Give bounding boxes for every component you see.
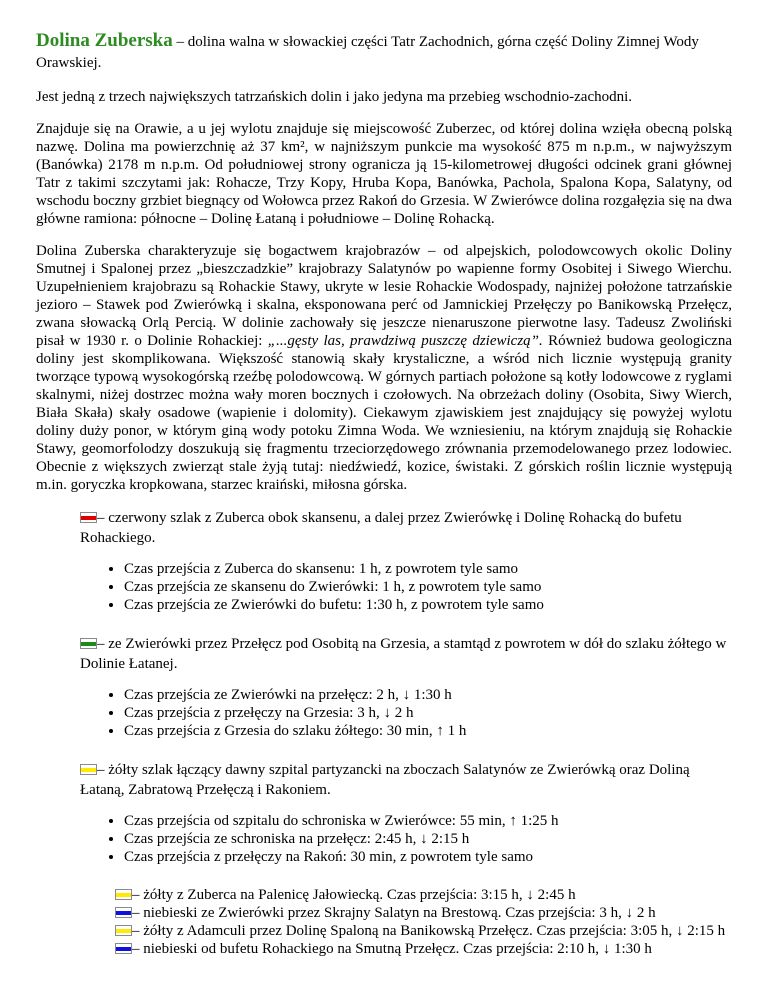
list-item: • Czas przejścia ze Zwierówki do bufetu: 1:30 h, z powrotem tyle samo xyxy=(124,596,732,614)
short-trail-text: – niebieski od bufetu Rohackiego na Smutną Przełęcz. Czas przejścia: 2:10 h, ↓ 1:30 h xyxy=(132,941,652,957)
yellow-trail-flag-icon xyxy=(115,925,132,936)
list-item: • Czas przejścia z przełęczy na Grzesia: 3 h, ↓ 2 h xyxy=(124,704,732,722)
intro-paragraph xyxy=(36,30,732,74)
yellow-trail-flag-icon xyxy=(80,764,97,775)
trail-times-list xyxy=(36,812,732,866)
trail-description: – ze Zwierówki przez Przełęcz pod Osobitą na Grzesia, a stamtąd z powrotem w dół do szlaku żółtego w Dolinie Łatanej. xyxy=(80,636,727,672)
paragraph-3: Znajduje się na Orawie, a u jej wylotu znajduje się miejscowość Zuberzec, od której dolina wzięła obecną polską nazwę. Dolina ma powierzchnię aż 37 km², w najniższym punkcie ma wysokość 875 m n.p.m., w najwyższym (Banówka) 2178 m n.p.m. Od południowej strony ogranicza ją 15-kilometrowej długości odcinek grani głównej Tatr z takimi szczytami jak: Rohacze, Trzy Kopy, Hruba Kopa, Banówka, Pachola, Spalona Kopa, Salatyny, od wschodu boczny grzbiet biegnący od Wołowca przez Rakoń do Grzesia. W Zwierówce dolina rozgałęzia się na dwa główne ramiona: północne – Dolinę Łataną i południowe – Dolinę Rohacką. xyxy=(36,121,732,227)
blue-trail-flag-icon xyxy=(115,943,132,954)
blue-trail-flag-icon xyxy=(115,907,132,918)
paragraph-2: Jest jedną z trzech największych tatrzańskich dolin i jako jedyna ma przebieg wschodnio-zachodni. xyxy=(36,89,633,105)
list-item: • Czas przejścia ze skansenu do Zwierówki: 1 h, z powrotem tyle samo xyxy=(124,578,732,596)
list-item: • Czas przejścia ze Zwierówki na przełęcz: 2 h, ↓ 1:30 h xyxy=(124,686,732,704)
short-trail xyxy=(115,904,732,922)
trail-yellow xyxy=(80,760,732,800)
quote: „...gęsty las, prawdziwą puszczę dziewiczą”. xyxy=(267,333,543,349)
trail-green xyxy=(80,634,732,674)
short-trail-text: – żółty z Zuberca na Palenicę Jałowiecką. Czas przejścia: 3:15 h, ↓ 2:45 h xyxy=(132,887,576,903)
short-trails-list xyxy=(115,886,732,958)
trail-times-list xyxy=(36,686,732,740)
short-trail-text: – żółty z Adamculi przez Dolinę Spaloną na Banikowską Przełęcz. Czas przejścia: 3:05 h, ↓ 2:15 h xyxy=(132,923,726,939)
yellow-trail-flag-icon xyxy=(115,889,132,900)
intro-text: – dolina walna w słowackiej części Tatr Zachodnich, górna część Doliny Zimnej Wody Orawskiej. xyxy=(36,34,699,71)
list-item: • Czas przejścia ze schroniska na przełęcz: 2:45 h, ↓ 2:15 h xyxy=(124,830,732,848)
short-trail xyxy=(115,922,732,940)
trail-description: – żółty szlak łączący dawny szpital partyzancki na zboczach Salatynów ze Zwierówką oraz Doliną Łataną, Zabratową Przełęczą i Rakoniem. xyxy=(80,762,690,798)
paragraph-4-part-b: Również budowa geologiczna doliny jest skomplikowana. Większość stanowią skały krystaliczne, a wśród nich licznie występują granity tworzące typową wysokogórską rzeźbę polodowcową. W górnych partiach położone są kotły lodowcowe z ryglami skalnymi, niżej dostrzec można wały moren bocznych i czołowych. Na obrzeżach doliny (Osobita, Siwy Wierch, Biała Skała) skały osadowe (wapienie i dolomity). Ciekawym zjawiskiem jest znajdujący się powyżej wylotu doliny duży ponor, w którym giną wody potoku Zimna Woda. We wzniesieniu, na którym znajdują się Rohackie Stawy, geomorfolodzy doszukują się fragmentu trzeciorzędowego zrównania przemodelowanego przez lodowiec. Obecnie z większych zwierząt stale żyją tutaj: niedźwiedź, kozice, świstaki. Z górskich roślin licznie występują m.in. goryczka kropkowana, starzec kraiński, miłosna górska. xyxy=(36,333,732,493)
trail-red xyxy=(80,508,732,548)
green-trail-flag-icon xyxy=(80,638,97,649)
red-trail-flag-icon xyxy=(80,512,97,523)
short-trail-text: – niebieski ze Zwierówki przez Skrajny Salatyn na Brestową. Czas przejścia: 3 h, ↓ 2 h xyxy=(132,905,656,921)
list-item: • Czas przejścia z Zuberca do skansenu: 1 h, z powrotem tyle samo xyxy=(124,560,732,578)
trail-times-list xyxy=(36,560,732,614)
list-item: • Czas przejścia z Grzesia do szlaku żółtego: 30 min, ↑ 1 h xyxy=(124,722,732,740)
list-item: • Czas przejścia od szpitalu do schroniska w Zwierówce: 55 min, ↑ 1:25 h xyxy=(124,812,732,830)
document-title: Dolina Zuberska xyxy=(36,30,173,51)
short-trail xyxy=(115,886,732,904)
paragraph-4-part-a: Dolina Zuberska charakteryzuje się bogactwem krajobrazów – od alpejskich, polodowcowych okolic Doliny Smutnej i Spalonej przez „bieszczadzkie” krajobrazy Salatynów po wapienne formy Osobitej i Siwego Wierchu. Uzupełnieniem krajobrazu są Rohackie Stawy, ukryte w lesie Rohackie Wodospady, najniżej położone tatrzańskie jezioro – Stawek pod Zwierówką i skalna, eksponowana perć od Jamnickiej Przełęczy po Banikowską Przełęcz, zwana słowacką Orlą Percią. W dolinie zachowały się jeszcze nienaruszone pierwotne lasy. Tadeusz Zwoliński pisał w 1930 r. o Dolinie Rohackiej: xyxy=(36,243,732,349)
short-trail xyxy=(115,940,732,958)
list-item: • Czas przejścia z przełęczy na Rakoń: 30 min, z powrotem tyle samo xyxy=(124,848,732,866)
paragraph-4 xyxy=(36,242,732,494)
trail-description: – czerwony szlak z Zuberca obok skansenu, a dalej przez Zwierówkę i Dolinę Rohacką do bufetu Rohackiego. xyxy=(80,510,682,546)
